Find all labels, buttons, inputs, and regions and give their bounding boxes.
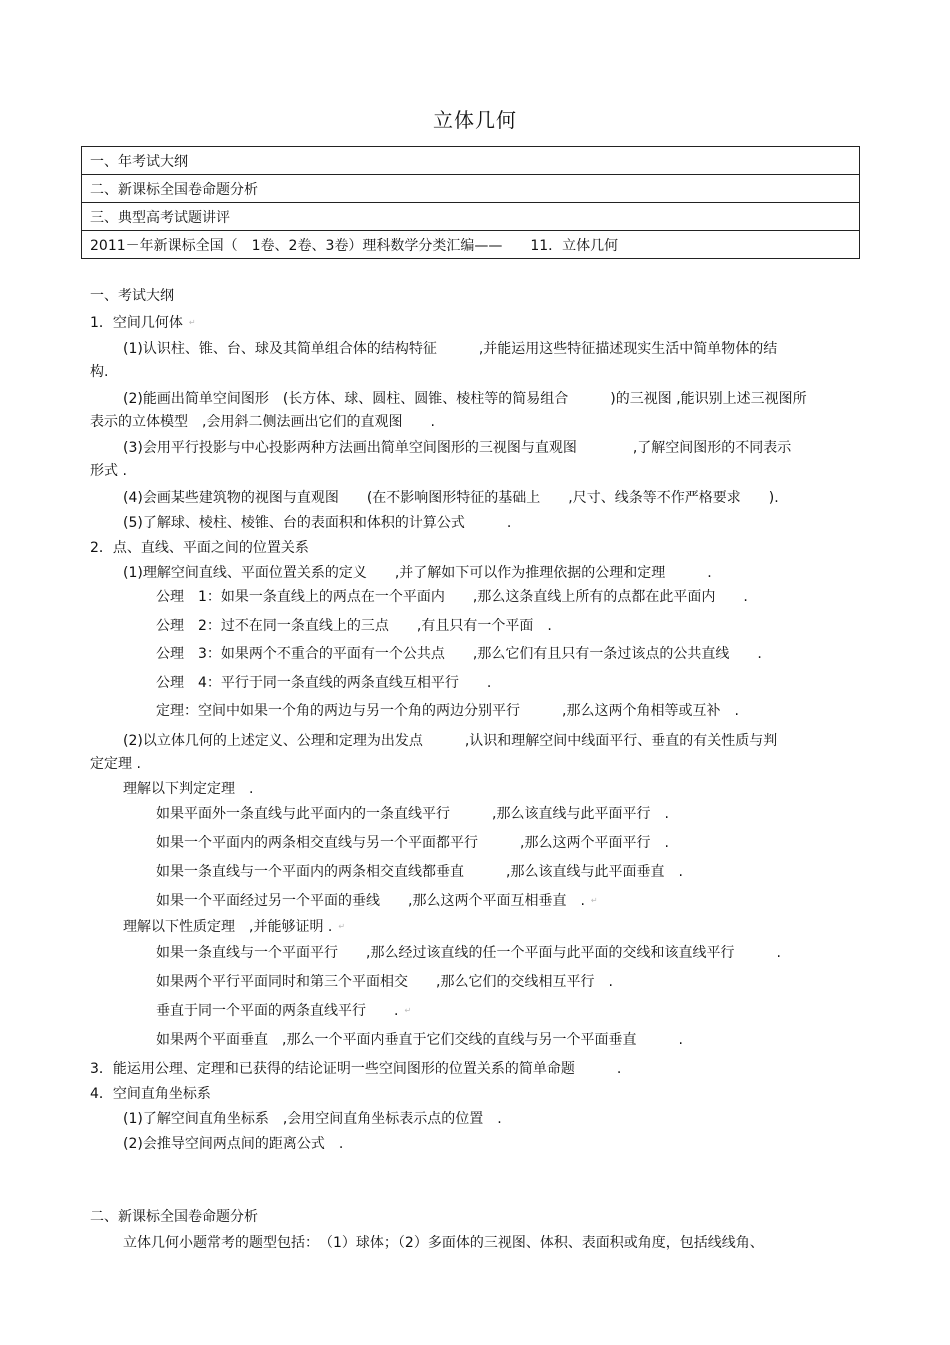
theorem-line: 如果一条直线与一个平面内的两条相交直线都垂直 ,那么该直线与此平面垂直 .	[156, 864, 683, 880]
contents-item: 2011－年新课标全国（ 1卷、2卷、3卷）理科数学分类汇编—— 11．立体几何	[82, 231, 860, 259]
contents-row	[82, 175, 860, 203]
format-mark-icon: ↵	[338, 922, 346, 931]
paragraph-line: 表示的立体模型 ,会用斜二侧法画出它们的直观图 .	[90, 414, 435, 430]
section-heading: 二、新课标全国卷命题分析	[90, 1209, 258, 1225]
paragraph-line: 形式 .	[90, 463, 127, 479]
theorem-line: 如果一条直线与一个平面平行 ,那么经过该直线的任一个平面与此平面的交线和该直线平行 .	[156, 945, 781, 961]
paragraph-line: (3)会用平行投影与中心投影两种方法画出简单空间图形的三视图与直观图 ,了解空间图形的不同表示	[123, 440, 792, 456]
paragraph-line: (2)能画出简单空间图形 (长方体、球、圆柱、圆锥、棱柱等的简易组合 )的三视图 ,能识别上述三视图所	[123, 391, 807, 407]
paragraph-line: (4)会画某些建筑物的视图与直观图 (在不影响图形特征的基础上 ,尺寸、线条等不作严格要求 ).	[123, 490, 779, 506]
contents-row	[82, 203, 860, 231]
format-mark-icon: ↵	[188, 318, 196, 327]
paragraph-line: (5)了解球、棱柱、棱锥、台的表面积和体积的计算公式 .	[123, 515, 512, 531]
subsection-heading: 3．能运用公理、定理和已获得的结论证明一些空间图形的位置关系的简单命题 .	[90, 1061, 622, 1077]
theorem-line: 定理：空间中如果一个角的两边与另一个角的两边分别平行 ,那么这两个角相等或互补 .	[156, 703, 739, 719]
axiom-line: 公理 2：过不在同一条直线上的三点 ,有且只有一个平面 .	[156, 618, 552, 634]
paragraph-line: (1)了解空间直角坐标系 ,会用空间直角坐标表示点的位置 .	[123, 1111, 502, 1127]
axiom-line: 公理 3：如果两个不重合的平面有一个公共点 ,那么它们有且只有一条过该点的公共直线 .	[156, 646, 762, 662]
page-title: 立体几何	[433, 108, 517, 132]
paragraph-line: (1)理解空间直线、平面位置关系的定义 ,并了解如下可以作为推理依据的公理和定理 .	[123, 565, 712, 581]
contents-table	[81, 146, 860, 259]
contents-item: 三、典型高考试题讲评	[82, 203, 860, 231]
axiom-line: 公理 4：平行于同一条直线的两条直线互相平行 .	[156, 675, 492, 691]
paragraph-line: 理解以下性质定理 ,并能够证明 . ↵	[123, 919, 346, 935]
contents-item: 一、年考试大纲	[82, 147, 860, 175]
subsection-heading: 2．点、直线、平面之间的位置关系	[90, 540, 309, 556]
subsection-heading: 4．空间直角坐标系	[90, 1086, 211, 1102]
paragraph-line: 理解以下判定定理 .	[123, 781, 254, 797]
theorem-line: 垂直于同一个平面的两条直线平行 . ↵	[156, 1003, 412, 1019]
theorem-line: 如果平面外一条直线与此平面内的一条直线平行 ,那么该直线与此平面平行 .	[156, 806, 669, 822]
theorem-line: 如果一个平面经过另一个平面的垂线 ,那么这两个平面互相垂直 . ↵	[156, 893, 598, 909]
theorem-line: 如果两个平行平面同时和第三个平面相交 ,那么它们的交线相互平行 .	[156, 974, 613, 990]
paragraph-line: 立体几何小题常考的题型包括： （1）球体；（2）多面体的三视图、体积、表面积或角度，包括线线角、	[123, 1235, 764, 1251]
section-heading: 一、考试大纲	[90, 288, 174, 304]
paragraph-line: 定定理 .	[90, 756, 141, 772]
theorem-line: 如果两个平面垂直 ,那么一个平面内垂直于它们交线的直线与另一个平面垂直 .	[156, 1032, 683, 1048]
paragraph-line: 构.	[90, 364, 109, 380]
contents-row	[82, 147, 860, 175]
paragraph-line: (1)认识柱、锥、台、球及其简单组合体的结构特征 ,并能运用这些特征描述现实生活中简单物体的结	[123, 341, 778, 357]
theorem-line: 如果一个平面内的两条相交直线与另一个平面都平行 ,那么这两个平面平行 .	[156, 835, 669, 851]
contents-row	[82, 231, 860, 259]
contents-item: 二、新课标全国卷命题分析	[82, 175, 860, 203]
subsection-heading: 1．空间几何体 ↵	[90, 315, 196, 331]
paragraph-line: (2)以立体几何的上述定义、公理和定理为出发点 ,认识和理解空间中线面平行、垂直的有关性质与判	[123, 733, 778, 749]
format-mark-icon: ↵	[590, 896, 598, 905]
format-mark-icon: ↵	[404, 1006, 412, 1015]
paragraph-line: (2)会推导空间两点间的距离公式 .	[123, 1136, 344, 1152]
axiom-line: 公理 1：如果一条直线上的两点在一个平面内 ,那么这条直线上所有的点都在此平面内 .	[156, 589, 748, 605]
